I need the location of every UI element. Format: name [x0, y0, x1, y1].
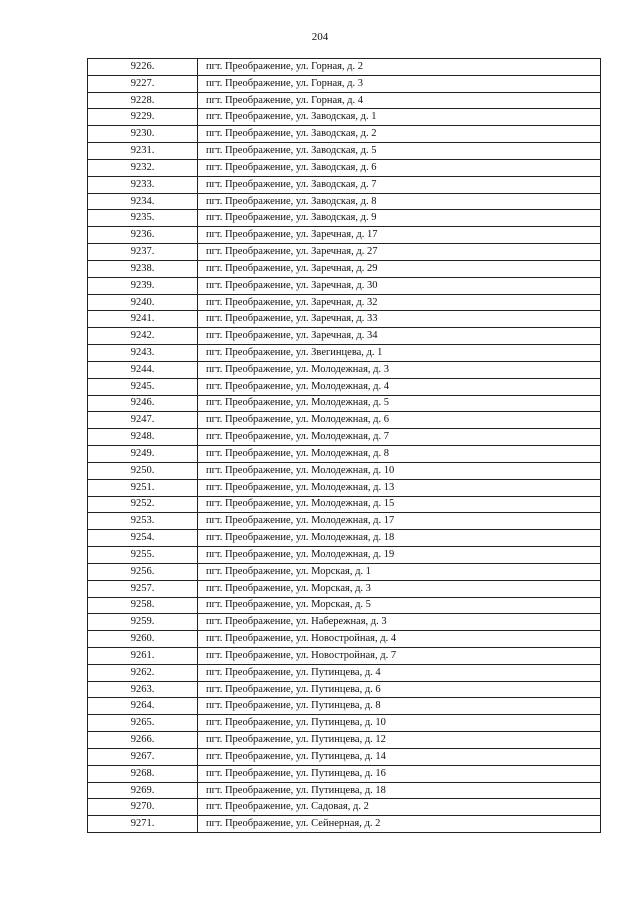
table-row [88, 614, 601, 631]
row-number: 9249. [88, 446, 198, 463]
table-row [88, 378, 601, 395]
row-number: 9238. [88, 260, 198, 277]
row-address: пгт. Преображение, ул. Молодежная, д. 4 [198, 378, 601, 395]
table-row [88, 513, 601, 530]
row-number: 9246. [88, 395, 198, 412]
table-row [88, 143, 601, 160]
row-number: 9257. [88, 580, 198, 597]
row-address: пгт. Преображение, ул. Путинцева, д. 16 [198, 765, 601, 782]
row-number: 9261. [88, 647, 198, 664]
row-number: 9252. [88, 496, 198, 513]
row-number: 9267. [88, 748, 198, 765]
table-row [88, 681, 601, 698]
row-address: пгт. Преображение, ул. Морская, д. 3 [198, 580, 601, 597]
row-number: 9230. [88, 126, 198, 143]
row-address: пгт. Преображение, ул. Путинцева, д. 4 [198, 664, 601, 681]
row-number: 9254. [88, 530, 198, 547]
row-address: пгт. Преображение, ул. Путинцева, д. 18 [198, 782, 601, 799]
table-row [88, 631, 601, 648]
row-address: пгт. Преображение, ул. Молодежная, д. 7 [198, 429, 601, 446]
row-number: 9248. [88, 429, 198, 446]
table-row [88, 647, 601, 664]
row-address: пгт. Преображение, ул. Молодежная, д. 5 [198, 395, 601, 412]
table-row [88, 126, 601, 143]
row-address: пгт. Преображение, ул. Заводская, д. 9 [198, 210, 601, 227]
row-number: 9266. [88, 732, 198, 749]
row-address: пгт. Преображение, ул. Молодежная, д. 10 [198, 462, 601, 479]
page-number: 204 [311, 31, 329, 43]
row-address: пгт. Преображение, ул. Молодежная, д. 13 [198, 479, 601, 496]
table-row [88, 260, 601, 277]
row-address: пгт. Преображение, ул. Морская, д. 5 [198, 597, 601, 614]
table-row [88, 176, 601, 193]
table-row [88, 412, 601, 429]
table-row [88, 782, 601, 799]
row-address: пгт. Преображение, ул. Заречная, д. 34 [198, 328, 601, 345]
table-row [88, 698, 601, 715]
row-number: 9264. [88, 698, 198, 715]
row-number: 9259. [88, 614, 198, 631]
row-address: пгт. Преображение, ул. Горная, д. 3 [198, 75, 601, 92]
row-address: пгт. Преображение, ул. Заречная, д. 17 [198, 227, 601, 244]
row-address: пгт. Преображение, ул. Заводская, д. 7 [198, 176, 601, 193]
row-number: 9236. [88, 227, 198, 244]
table-row [88, 277, 601, 294]
row-number: 9234. [88, 193, 198, 210]
table-row [88, 748, 601, 765]
table-row [88, 311, 601, 328]
table-row [88, 328, 601, 345]
row-number: 9242. [88, 328, 198, 345]
table-row [88, 294, 601, 311]
table-row [88, 462, 601, 479]
table-row [88, 92, 601, 109]
table-row [88, 446, 601, 463]
row-number: 9245. [88, 378, 198, 395]
table-row [88, 210, 601, 227]
row-number: 9271. [88, 816, 198, 833]
row-address: пгт. Преображение, ул. Заречная, д. 27 [198, 244, 601, 261]
table-row [88, 227, 601, 244]
row-number: 9241. [88, 311, 198, 328]
table-row [88, 361, 601, 378]
row-number: 9240. [88, 294, 198, 311]
row-number: 9232. [88, 159, 198, 176]
table-row [88, 597, 601, 614]
row-number: 9268. [88, 765, 198, 782]
row-number: 9270. [88, 799, 198, 816]
row-address: пгт. Преображение, ул. Садовая, д. 2 [198, 799, 601, 816]
row-address: пгт. Преображение, ул. Заводская, д. 5 [198, 143, 601, 160]
row-number: 9262. [88, 664, 198, 681]
row-address: пгт. Преображение, ул. Заречная, д. 32 [198, 294, 601, 311]
row-number: 9235. [88, 210, 198, 227]
row-address: пгт. Преображение, ул. Заводская, д. 1 [198, 109, 601, 126]
row-address: пгт. Преображение, ул. Звегинцева, д. 1 [198, 345, 601, 362]
row-address: пгт. Преображение, ул. Молодежная, д. 8 [198, 446, 601, 463]
row-address: пгт. Преображение, ул. Заводская, д. 8 [198, 193, 601, 210]
row-address: пгт. Преображение, ул. Молодежная, д. 17 [198, 513, 601, 530]
row-number: 9251. [88, 479, 198, 496]
address-table [87, 58, 601, 833]
table-row [88, 664, 601, 681]
row-address: пгт. Преображение, ул. Новостройная, д. 7 [198, 647, 601, 664]
table-row [88, 547, 601, 564]
row-address: пгт. Преображение, ул. Заречная, д. 33 [198, 311, 601, 328]
row-address: пгт. Преображение, ул. Путинцева, д. 8 [198, 698, 601, 715]
row-number: 9237. [88, 244, 198, 261]
row-number: 9247. [88, 412, 198, 429]
row-number: 9260. [88, 631, 198, 648]
row-number: 9263. [88, 681, 198, 698]
row-address: пгт. Преображение, ул. Горная, д. 4 [198, 92, 601, 109]
row-number: 9250. [88, 462, 198, 479]
row-address: пгт. Преображение, ул. Горная, д. 2 [198, 59, 601, 76]
row-address: пгт. Преображение, ул. Молодежная, д. 15 [198, 496, 601, 513]
row-address: пгт. Преображение, ул. Морская, д. 1 [198, 563, 601, 580]
row-number: 9269. [88, 782, 198, 799]
row-number: 9227. [88, 75, 198, 92]
row-number: 9231. [88, 143, 198, 160]
row-number: 9244. [88, 361, 198, 378]
table-row [88, 75, 601, 92]
row-address: пгт. Преображение, ул. Путинцева, д. 12 [198, 732, 601, 749]
row-number: 9243. [88, 345, 198, 362]
address-table-body [88, 59, 601, 833]
table-row [88, 429, 601, 446]
row-number: 9255. [88, 547, 198, 564]
table-row [88, 496, 601, 513]
table-row [88, 59, 601, 76]
row-number: 9226. [88, 59, 198, 76]
row-address: пгт. Преображение, ул. Заводская, д. 2 [198, 126, 601, 143]
row-address: пгт. Преображение, ул. Молодежная, д. 6 [198, 412, 601, 429]
row-number: 9233. [88, 176, 198, 193]
row-address: пгт. Преображение, ул. Путинцева, д. 10 [198, 715, 601, 732]
table-row [88, 109, 601, 126]
table-row [88, 530, 601, 547]
table-row [88, 244, 601, 261]
row-address: пгт. Преображение, ул. Заводская, д. 6 [198, 159, 601, 176]
table-row [88, 715, 601, 732]
row-address: пгт. Преображение, ул. Путинцева, д. 6 [198, 681, 601, 698]
row-address: пгт. Преображение, ул. Сейнерная, д. 2 [198, 816, 601, 833]
table-row [88, 765, 601, 782]
row-number: 9258. [88, 597, 198, 614]
row-number: 9229. [88, 109, 198, 126]
table-row [88, 732, 601, 749]
row-number: 9265. [88, 715, 198, 732]
table-row [88, 580, 601, 597]
row-address: пгт. Преображение, ул. Заречная, д. 29 [198, 260, 601, 277]
table-row [88, 563, 601, 580]
row-number: 9228. [88, 92, 198, 109]
table-row [88, 345, 601, 362]
row-number: 9239. [88, 277, 198, 294]
row-address: пгт. Преображение, ул. Молодежная, д. 3 [198, 361, 601, 378]
row-number: 9256. [88, 563, 198, 580]
row-address: пгт. Преображение, ул. Молодежная, д. 18 [198, 530, 601, 547]
table-row [88, 816, 601, 833]
table-row [88, 159, 601, 176]
row-address: пгт. Преображение, ул. Набережная, д. 3 [198, 614, 601, 631]
row-address: пгт. Преображение, ул. Путинцева, д. 14 [198, 748, 601, 765]
row-address: пгт. Преображение, ул. Заречная, д. 30 [198, 277, 601, 294]
table-row [88, 193, 601, 210]
table-row [88, 479, 601, 496]
row-number: 9253. [88, 513, 198, 530]
row-address: пгт. Преображение, ул. Новостройная, д. 4 [198, 631, 601, 648]
table-row [88, 799, 601, 816]
table-row [88, 395, 601, 412]
row-address: пгт. Преображение, ул. Молодежная, д. 19 [198, 547, 601, 564]
